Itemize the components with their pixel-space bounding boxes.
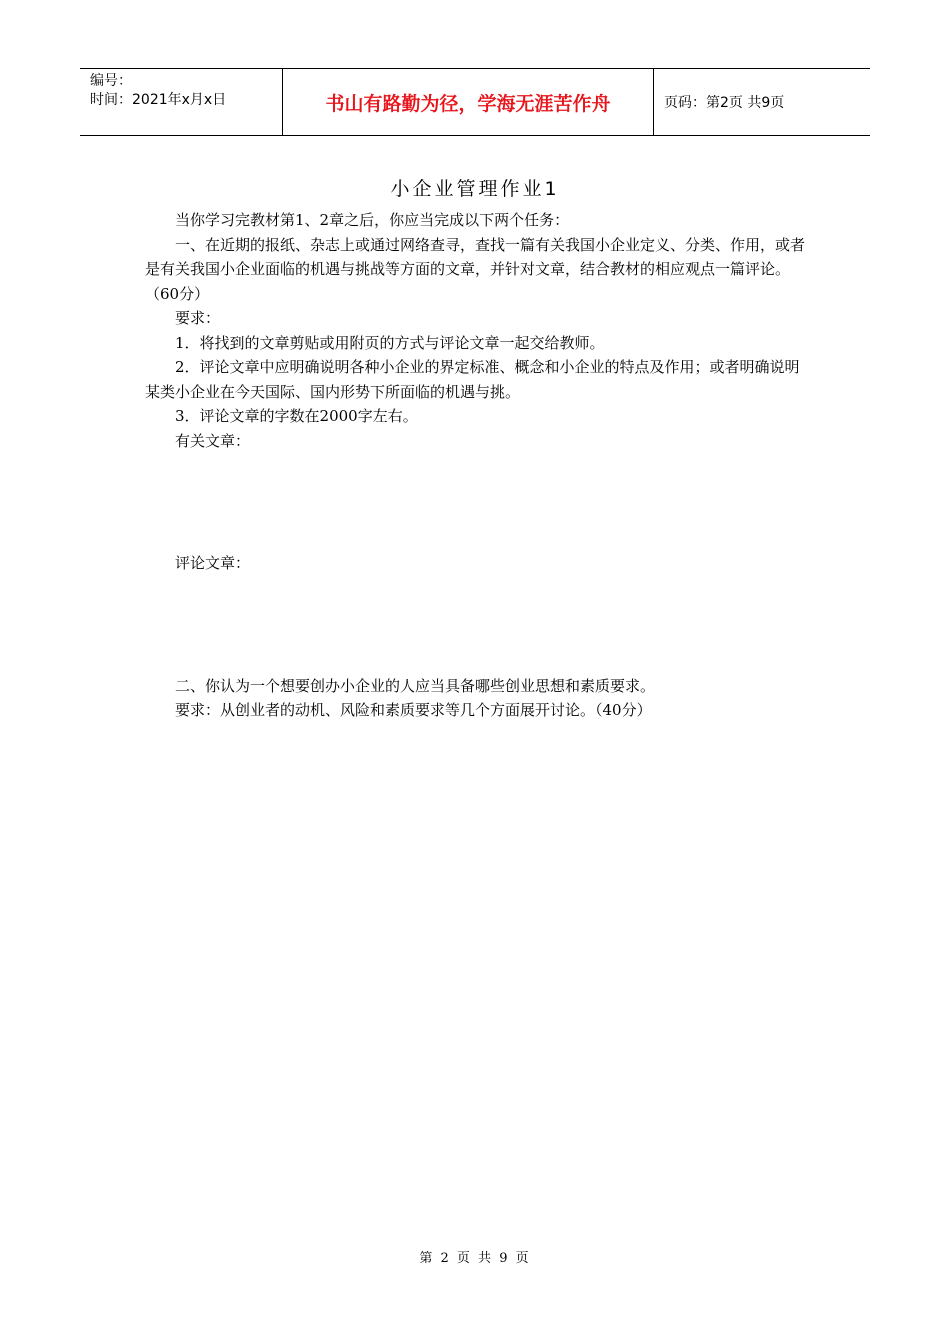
header-meta bbox=[80, 69, 282, 135]
page-header bbox=[80, 68, 870, 136]
requirements-label: 要求： bbox=[175, 309, 221, 327]
requirement-item-3: 3．评论文章的字数在2000字左右。 bbox=[175, 407, 418, 425]
serial-number-label: 编号： bbox=[90, 73, 132, 89]
page-footer: 第 2 页 共 9 页 bbox=[419, 1251, 531, 1266]
document-body bbox=[145, 208, 813, 723]
review-article-label: 评论文章： bbox=[175, 554, 251, 572]
related-article-label: 有关文章： bbox=[175, 431, 251, 450]
intro-paragraph: 当你学习完教材第1、2章之后，你应当完成以下两个任务： bbox=[175, 211, 570, 229]
related-article-space bbox=[145, 453, 813, 551]
requirement-item-1: 1．将找到的文章剪贴或用附页的方式与评论文章一起交给教师。 bbox=[175, 333, 605, 352]
requirement-item-2: 2．评论文章中应明确说明各种小企业的界定标准、概念和小企业的特点及作用；或者明确说明某类小企业在今天国际、国内形势下所面临的机遇与挑。 bbox=[145, 358, 800, 401]
task-two-requirement: 要求：从创业者的动机、风险和素质要求等几个方面展开讨论。（40分） bbox=[175, 701, 652, 719]
task-one-paragraph: 一、在近期的报纸、杂志上或通过网络查寻，查找一篇有关我国小企业定义、分类、作用，或者是有关我国小企业面临的机遇与挑战等方面的文章，并针对文章，结合教材的相应观点一篇评论。（60分） bbox=[145, 235, 806, 303]
task-two-paragraph: 二、你认为一个想要创办小企业的人应当具备哪些创业思想和素质要求。 bbox=[175, 676, 656, 695]
header-motto: 书山有路勤为径，学海无涯苦作舟 bbox=[282, 69, 654, 135]
review-article-space bbox=[145, 576, 813, 674]
document-title: 小企业管理作业1 bbox=[390, 178, 560, 200]
header-page-info: 页码：第2页 共9页 bbox=[664, 95, 785, 111]
time-label: 时间：2021年x月x日 bbox=[90, 92, 227, 108]
